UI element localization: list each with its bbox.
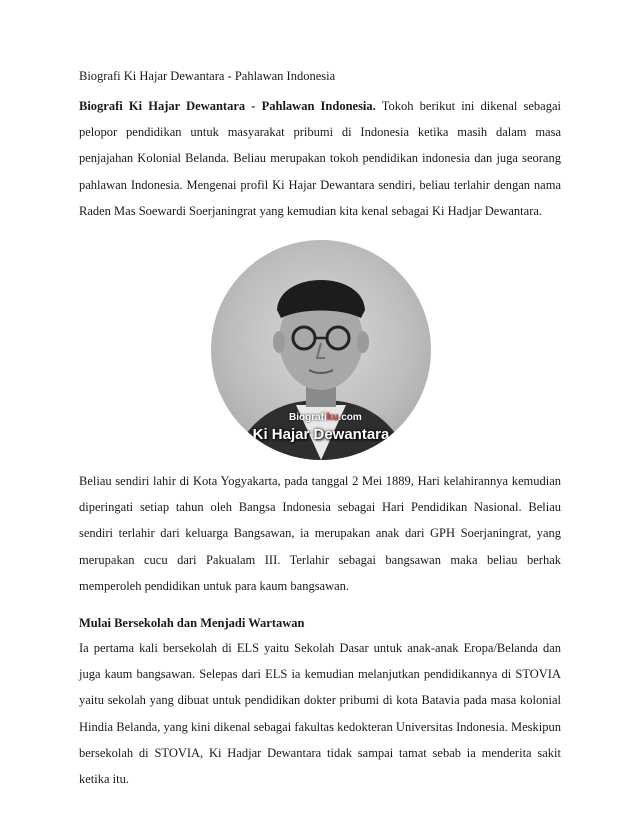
section-heading: Mulai Bersekolah dan Menjadi Wartawan	[79, 616, 305, 631]
education-paragraph: Ia pertama kali bersekolah di ELS yaitu Sekolah Dasar untuk anak-anak Eropa/Belanda dan juga kaum bangsawan. Selepas dari ELS ia kemudian melanjutkan pendidikannya di STOVIA yaitu sekolah yang dibuat untuk pendidikan dokter pribumi di kota Batavia pada masa kolonial Hindia Belanda, yang kini dikenal sebagai fakultas kedokteran Universitas Indonesia. Meskipun bersekolah di STOVIA, Ki Hadjar Dewantara tidak sampai tamat sebab ia menderita sakit ketika itu.	[79, 641, 561, 787]
portrait-photo	[211, 240, 431, 460]
watermark-name: Ki Hajar Dewantara	[252, 426, 390, 444]
document-title: Biografi Ki Hajar Dewantara - Pahlawan Indonesia	[79, 69, 336, 83]
intro-lead: Biografi Ki Hajar Dewantara - Pahlawan Indonesia.	[79, 99, 376, 113]
intro-paragraph	[79, 93, 561, 224]
watermark-brand: Biografiku.com	[289, 412, 362, 424]
portrait-image	[211, 240, 431, 460]
birth-paragraph: Beliau sendiri lahir di Kota Yogyakarta, pada tanggal 2 Mei 1889, Hari kelahirannya kemudian diperingati setiap tahun oleh Bangsa Indonesia sebagai Hari Pendidikan Nasional. Beliau sendiri terlahir dari keluarga Bangsawan, ia merupakan anak dari GPH Soerjaningrat, yang merupakan cucu dari Pakualam III. Terlahir sebagai bangsawan maka beliau berhak memperoleh pendidikan untuk para kaum bangsawan.	[79, 474, 561, 593]
document-page	[79, 66, 561, 792]
intro-text: Tokoh berikut ini dikenal sebagai pelopor pendidikan untuk masyarakat pribumi di Indonesia ketika masih dalam masa penjajahan Kolonial Belanda. Beliau merupakan tokoh pendidikan indonesia dan juga seorang pahlawan Indonesia. Mengenai profil Ki Hajar Dewantara sendiri, beliau terlahir dengan nama Raden Mas Soewardi Soerjaningrat yang kemudian kita kenal sebagai Ki Hadjar Dewantara.	[79, 99, 561, 218]
